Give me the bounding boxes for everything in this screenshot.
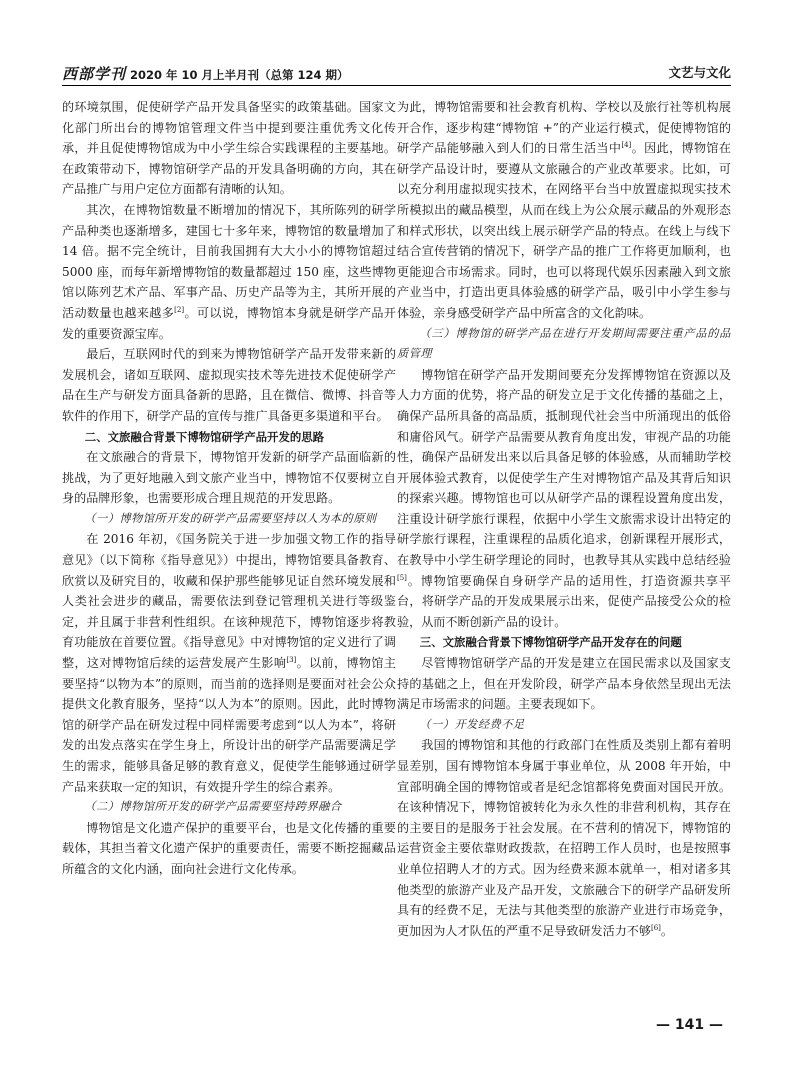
paragraph: 在文旅融合的背景下，博物馆开发新的研学产品面临新的挑战，为了更好地融入到文旅产业当中，博物馆不仅要树立自身的品牌形象，也需要形成合理且规范的开发思路。 xyxy=(62,450,396,506)
paragraph-text: 。可以说，博物馆本身就是研学产品开发的重要资源宝库。 xyxy=(62,305,396,341)
header-left xyxy=(62,63,349,84)
paragraph: 博物馆是文化遗产保护的重要平台，也是文化传播的重要载体，其担当着文化遗产保护的重要责任，需要不断挖掘藏品所蕴含的文化内涵，面向社会进行文化传承。 xyxy=(62,820,396,876)
citation: [4] xyxy=(621,141,632,150)
page-header xyxy=(62,63,731,83)
paragraph xyxy=(397,735,731,941)
paragraph: 的环境氛围，促使研学产品开发具备坚实的政策基础。国家文化部门所出台的博物馆管理文件当中提到要注重优秀文化传承，并且促使博物馆成为中小学生综合实践课程的主要基地。在政策带动下，博物馆研学产品的开发具备明确的方向，其在产品推广与用户定位方面都有清晰的认知。 xyxy=(62,100,396,197)
header-rule xyxy=(62,85,731,86)
paragraph: 最后，互联网时代的到来为博物馆研学产品开发带来新的发展机会，诸如互联网、虚拟现实技术等先进技术促使研学产品在生产与研发方面具备新的思路，且在微信、微博、抖音等软件的作用下，研学产品的宣传与推广具备更多渠道和平台。 xyxy=(62,347,396,423)
citation: [3] xyxy=(286,656,297,664)
section-title: 文艺与文化 xyxy=(668,65,731,80)
left-column xyxy=(62,97,396,880)
paragraph xyxy=(62,529,396,797)
section-heading: 二、文旅融合背景下博物馆研学产品开发的思路 xyxy=(84,429,325,444)
journal-logo: 西部学刊 xyxy=(62,65,127,83)
citation: [2] xyxy=(174,305,185,314)
citation: [5] xyxy=(397,573,407,582)
subsection-heading: （一）开发经费不足 xyxy=(419,717,525,731)
right-column xyxy=(397,97,731,941)
paragraph-text: 为此，博物馆需要和社会教育机构、学校以及旅行社等机构展开合作，逐步构建“博物馆 +”的产业运行模式，促使博物馆的研学产品能够融入到人们的日常生活当中 xyxy=(397,100,731,156)
paragraph-text: 在 2016 年初，《国务院关于进一步加强文物工作的指导意见》（以下简称《指导意见》）中提出，博物馆要具备教育、欣赏以及研究目的，收藏和保护那些能够见证自然环境发展和人类社会进步的藏品，需要依法到登记管理机关进行等级鉴定，并且属于非营利性组织。在该种规范下，博物馆逐步将教育功能放在首要位置。《指导意见》中对博物馆的定义进行了调整，这对博物馆后续的运营发展产生影响 xyxy=(62,532,396,671)
paragraph-text: 。以前，博物馆主要坚持“以物为本”的原则，而当前的选择则是要面对社会公众提供文化教育服务，坚持“以人为本”的原则。因此，此时博物馆的研学产品在研发过程中同样需要考虑到“以人为本”，将研发的出发点落实在学生身上，所设计出的研学产品需要满足学生的需求，能够具备足够的教育意义，促使学生能够通过研学产品来获取一定的知识，有效提升学生的综合素养。 xyxy=(62,656,396,794)
paragraph-text: 。博物馆要确保自身研学产品的适用性，打造资源共享平台，将研学产品的开发成果展示出来，促使产品接受公众的检验，从而不断创新产品的设计。 xyxy=(397,573,731,629)
page-number: — 141 — xyxy=(656,1017,723,1033)
paragraph-text: 其次，在博物馆数量不断增加的情况下，其所陈列的研学产品种类也逐渐增多，建国七十多年来，博物馆的数量增加了 14 倍。据不完全统计，目前我国拥有大大小小的博物馆超过 5000 座，而每年新增博物馆的数量都超过 150 座，这些博物馆以陈列艺术产品、军事产品、历史产品等为主，其所开展的活动数量也越来越多 xyxy=(62,202,396,320)
paragraph-text: 我国的博物馆和其他的行政部门在性质及类别上都有着明显差别，国有博物馆本身属于事业单位，从 2008 年开始，中宣部明确全国的博物馆或者是纪念馆都将免费面对国民开放。在该种情况下，博物馆被转化为永久性的非营利机构，其存在的主要目的是服务于社会发展。在不营利的情况下，博物馆的运营资金主要依靠财政拨款，在招聘工作人员时，也是按照事业单位招聘人才的方式。因为经费来源本就单一，相对诸多其他类型的旅游产业及产品开发，文旅融合下的研学产品研发所具有的经费不足，无法与其他类型的旅游产业进行市场竞争，更加因为人才队伍的严重不足导致研发活力不够 xyxy=(397,738,731,938)
paragraph xyxy=(397,365,731,633)
issue-info: 2020 年 10 月上半月刊（总第 124 期） xyxy=(130,68,349,82)
paragraph-text: 。 xyxy=(660,923,674,938)
paragraph-text: 博物馆在研学产品开发期间要充分发挥博物馆在资源以及人力方面的优势，将产品的研发立足于文化传播的基础之上，确保产品所具备的高品质，抵制现代社会当中所涌现出的低俗和庸俗风气。研学产品需要从教育角度出发，审视产品的功能性，确保产品研发出来以后具备足够的体验感，从而辅助学校开展体验式教育，以促使学生产生对博物馆产品及其背后知识的探索兴趣。博物馆也可以从研学产品的课程设置角度出发，注重设计研学旅行课程，依据中小学生文旅需求设计出特定的研学旅行课程，注重课程的品质化追求，创新课程开展形式，在教导中小学生研学理论的同时，也教导其从实践中总结经验 xyxy=(397,367,731,568)
paragraph xyxy=(397,97,731,324)
subsection-heading: （二）博物馆所开发的研学产品需要坚持跨界融合 xyxy=(84,800,342,814)
citation: [6] xyxy=(650,923,661,932)
paragraph-text: 。因此，博物馆在研学产品设计时，要遵从文旅融合的产业改革要求。比如，可以充分利用虚拟现实技术，在网络平台当中放置虚拟现实技术所模拟出的藏品模型，从而在线上为公众展示藏品的外观形态和样式形状，以突出线上展示研学产品的特点。在线上与线下结合宣传营销的情况下，研学产品的推广工作将更加顺利，也更能迎合市场需求。同时，也可以将现代娱乐因素融入到文旅产业当中，打造出更具体验感的研学产品，吸引中小学生参与体验，亲身感受研学产品中所富含的文化韵味。 xyxy=(397,141,731,320)
paragraph: 尽管博物馆研学产品的开发是建立在国民需求以及国家支持的基础之上，但在开发阶段，研学产品本身依然呈现出无法满足市场需求的问题。主要表现如下。 xyxy=(397,656,731,712)
subsection-heading: （一）博物馆所开发的研学产品需要坚持以人为本的原则 xyxy=(84,511,377,525)
section-heading: 三、文旅融合背景下博物馆研学产品开发存在的问题 xyxy=(419,635,682,650)
paragraph xyxy=(62,200,396,344)
subsection-heading: （三）博物馆的研学产品在进行开发期间需要注重产品的品质管理 xyxy=(397,326,731,361)
